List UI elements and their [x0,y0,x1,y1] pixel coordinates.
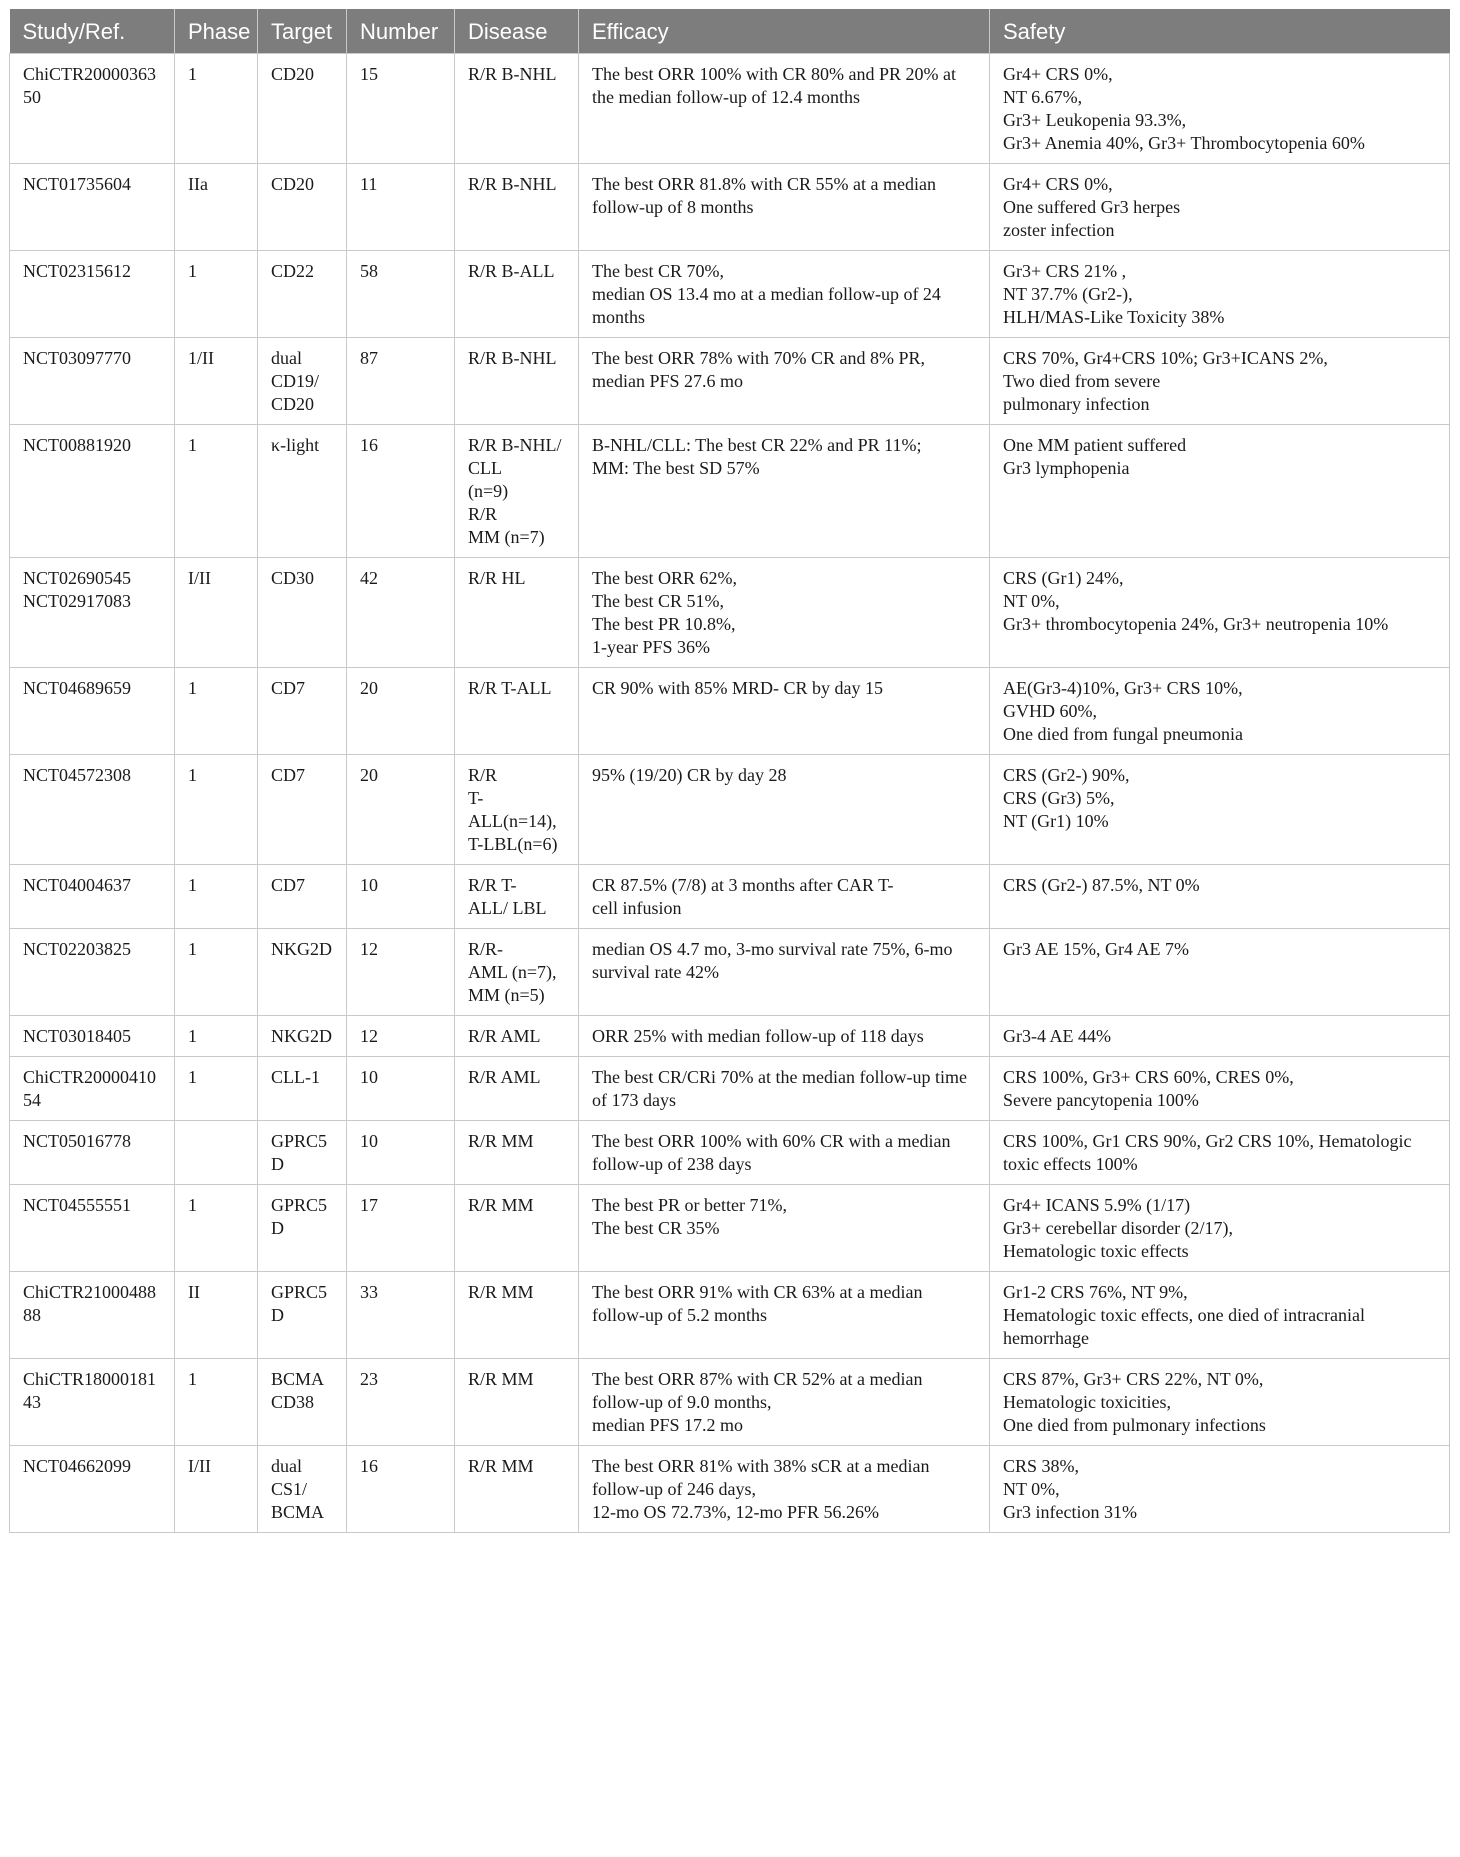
cell-study: NCT02203825 [10,929,175,1016]
cell-number: 10 [347,1057,455,1121]
cell-study: NCT03018405 [10,1016,175,1057]
table-row [10,1446,1450,1533]
cell-number: 20 [347,755,455,865]
cell-phase: 1 [175,251,258,338]
cell-target: GPRC5D [258,1185,347,1272]
cell-number: 11 [347,164,455,251]
cell-phase: 1 [175,1016,258,1057]
cell-safety: CRS 87%, Gr3+ CRS 22%, NT 0%, Hematologic toxicities, One died from pulmonary infections [990,1359,1450,1446]
cell-phase: 1 [175,1057,258,1121]
cell-number: 10 [347,865,455,929]
cell-disease: R/R T- ALL/ LBL [455,865,579,929]
cell-target: NKG2D [258,929,347,1016]
cell-safety: CRS 38%, NT 0%, Gr3 infection 31% [990,1446,1450,1533]
cell-target: CD20 [258,54,347,164]
cell-safety: Gr4+ ICANS 5.9% (1/17) Gr3+ cerebellar disorder (2/17), Hematologic toxic effects [990,1185,1450,1272]
cell-disease: R/R MM [455,1121,579,1185]
header-target: Target [258,9,347,54]
cell-number: 42 [347,558,455,668]
header-phase: Phase [175,9,258,54]
cell-target: κ-light [258,425,347,558]
cell-target: CD30 [258,558,347,668]
cell-disease: R/R T-ALL [455,668,579,755]
cell-number: 15 [347,54,455,164]
cell-study: NCT04689659 [10,668,175,755]
cell-phase: 1 [175,54,258,164]
table-row [10,1272,1450,1359]
header-safety: Safety [990,9,1450,54]
cell-number: 10 [347,1121,455,1185]
cell-disease: R/R HL [455,558,579,668]
table-row [10,338,1450,425]
header-row [10,9,1450,54]
cell-phase: 1/II [175,338,258,425]
cell-number: 16 [347,425,455,558]
cell-safety: Gr1-2 CRS 76%, NT 9%, Hematologic toxic effects, one died of intracranial hemorrhage [990,1272,1450,1359]
cell-number: 33 [347,1272,455,1359]
cell-efficacy: The best ORR 78% with 70% CR and 8% PR, median PFS 27.6 mo [579,338,990,425]
table-row [10,668,1450,755]
header-number: Number [347,9,455,54]
cell-study: NCT02315612 [10,251,175,338]
cell-safety: One MM patient suffered Gr3 lymphopenia [990,425,1450,558]
cell-phase: 1 [175,1185,258,1272]
cell-disease: R/R MM [455,1359,579,1446]
table-row [10,1121,1450,1185]
table-header [10,9,1450,54]
cell-target: CLL-1 [258,1057,347,1121]
cell-efficacy: CR 87.5% (7/8) at 3 months after CAR T- cell infusion [579,865,990,929]
cell-efficacy: median OS 4.7 mo, 3-mo survival rate 75%, 6-mo survival rate 42% [579,929,990,1016]
cell-disease: R/R B-ALL [455,251,579,338]
cell-target: dual CS1/ BCMA [258,1446,347,1533]
cell-phase: IIa [175,164,258,251]
cell-target: BCMA CD38 [258,1359,347,1446]
cell-study: NCT04572308 [10,755,175,865]
cell-efficacy: ORR 25% with median follow-up of 118 days [579,1016,990,1057]
trials-table [9,9,1450,1533]
cell-target: CD7 [258,865,347,929]
cell-safety: Gr4+ CRS 0%, One suffered Gr3 herpes zoster infection [990,164,1450,251]
cell-safety: Gr3+ CRS 21% , NT 37.7% (Gr2-), HLH/MAS-Like Toxicity 38% [990,251,1450,338]
cell-study: ChiCTR1800018143 [10,1359,175,1446]
table-body [10,54,1450,1533]
cell-target: CD7 [258,755,347,865]
cell-target: dual CD19/ CD20 [258,338,347,425]
table-row [10,865,1450,929]
cell-efficacy: CR 90% with 85% MRD- CR by day 15 [579,668,990,755]
cell-target: CD20 [258,164,347,251]
cell-study: NCT03097770 [10,338,175,425]
cell-disease: R/R MM [455,1272,579,1359]
cell-study: ChiCTR2000036350 [10,54,175,164]
cell-efficacy: The best PR or better 71%, The best CR 35% [579,1185,990,1272]
cell-disease: R/R B-NHL [455,164,579,251]
cell-disease: R/R B-NHL/ CLL (n=9) R/R MM (n=7) [455,425,579,558]
cell-disease: R/R B-NHL [455,54,579,164]
table-row [10,558,1450,668]
cell-safety: CRS (Gr2-) 87.5%, NT 0% [990,865,1450,929]
cell-efficacy: The best CR 70%, median OS 13.4 mo at a median follow-up of 24 months [579,251,990,338]
cell-target: CD7 [258,668,347,755]
cell-study: NCT04004637 [10,865,175,929]
cell-disease: R/R B-NHL [455,338,579,425]
cell-phase: I/II [175,1446,258,1533]
table-row [10,1185,1450,1272]
cell-number: 87 [347,338,455,425]
header-study: Study/Ref. [10,9,175,54]
table-row [10,929,1450,1016]
cell-number: 20 [347,668,455,755]
cell-number: 16 [347,1446,455,1533]
cell-number: 58 [347,251,455,338]
cell-phase: 1 [175,755,258,865]
cell-disease: R/R- AML (n=7), MM (n=5) [455,929,579,1016]
cell-phase: 1 [175,865,258,929]
table-row [10,1359,1450,1446]
cell-disease: R/R T-ALL(n=14), T-LBL(n=6) [455,755,579,865]
cell-efficacy: The best ORR 100% with 60% CR with a median follow-up of 238 days [579,1121,990,1185]
cell-efficacy: The best ORR 100% with CR 80% and PR 20% at the median follow-up of 12.4 months [579,54,990,164]
header-efficacy: Efficacy [579,9,990,54]
cell-study: ChiCTR2100048888 [10,1272,175,1359]
cell-efficacy: The best CR/CRi 70% at the median follow-up time of 173 days [579,1057,990,1121]
cell-number: 12 [347,1016,455,1057]
table-row [10,54,1450,164]
cell-study: NCT00881920 [10,425,175,558]
table-row [10,1057,1450,1121]
cell-safety: Gr3-4 AE 44% [990,1016,1450,1057]
cell-disease: R/R MM [455,1185,579,1272]
cell-phase: II [175,1272,258,1359]
cell-efficacy: 95% (19/20) CR by day 28 [579,755,990,865]
cell-efficacy: The best ORR 91% with CR 63% at a median follow-up of 5.2 months [579,1272,990,1359]
cell-disease: R/R MM [455,1446,579,1533]
cell-efficacy: The best ORR 62%, The best CR 51%, The best PR 10.8%, 1-year PFS 36% [579,558,990,668]
cell-study: NCT01735604 [10,164,175,251]
cell-phase: 1 [175,929,258,1016]
table-row [10,251,1450,338]
cell-safety: CRS 70%, Gr4+CRS 10%; Gr3+ICANS 2%, Two died from severe pulmonary infection [990,338,1450,425]
cell-study: NCT05016778 [10,1121,175,1185]
cell-disease: R/R AML [455,1016,579,1057]
cell-efficacy: B-NHL/CLL: The best CR 22% and PR 11%; MM: The best SD 57% [579,425,990,558]
cell-target: GPRC5D [258,1272,347,1359]
cell-safety: CRS 100%, Gr3+ CRS 60%, CRES 0%, Severe pancytopenia 100% [990,1057,1450,1121]
cell-number: 12 [347,929,455,1016]
cell-phase: 1 [175,668,258,755]
cell-safety: Gr3 AE 15%, Gr4 AE 7% [990,929,1450,1016]
cell-phase [175,1121,258,1185]
table-row [10,1016,1450,1057]
cell-efficacy: The best ORR 81% with 38% sCR at a median follow-up of 246 days, 12-mo OS 72.73%, 12-mo PFR 56.26% [579,1446,990,1533]
cell-number: 23 [347,1359,455,1446]
cell-target: GPRC5D [258,1121,347,1185]
cell-safety: CRS 100%, Gr1 CRS 90%, Gr2 CRS 10%, Hematologic toxic effects 100% [990,1121,1450,1185]
cell-study: NCT04555551 [10,1185,175,1272]
cell-phase: 1 [175,425,258,558]
table-row [10,164,1450,251]
table-row [10,425,1450,558]
cell-number: 17 [347,1185,455,1272]
cell-study: ChiCTR2000041054 [10,1057,175,1121]
cell-efficacy: The best ORR 87% with CR 52% at a median follow-up of 9.0 months, median PFS 17.2 mo [579,1359,990,1446]
header-disease: Disease [455,9,579,54]
cell-safety: AE(Gr3-4)10%, Gr3+ CRS 10%, GVHD 60%, One died from fungal pneumonia [990,668,1450,755]
cell-safety: Gr4+ CRS 0%, NT 6.67%, Gr3+ Leukopenia 93.3%, Gr3+ Anemia 40%, Gr3+ Thrombocytopenia 60% [990,54,1450,164]
cell-efficacy: The best ORR 81.8% with CR 55% at a median follow-up of 8 months [579,164,990,251]
cell-study: NCT02690545 NCT02917083 [10,558,175,668]
cell-phase: I/II [175,558,258,668]
cell-safety: CRS (Gr1) 24%, NT 0%, Gr3+ thrombocytopenia 24%, Gr3+ neutropenia 10% [990,558,1450,668]
cell-safety: CRS (Gr2-) 90%, CRS (Gr3) 5%, NT (Gr1) 10% [990,755,1450,865]
table-row [10,755,1450,865]
cell-disease: R/R AML [455,1057,579,1121]
cell-target: CD22 [258,251,347,338]
cell-study: NCT04662099 [10,1446,175,1533]
cell-phase: 1 [175,1359,258,1446]
cell-target: NKG2D [258,1016,347,1057]
